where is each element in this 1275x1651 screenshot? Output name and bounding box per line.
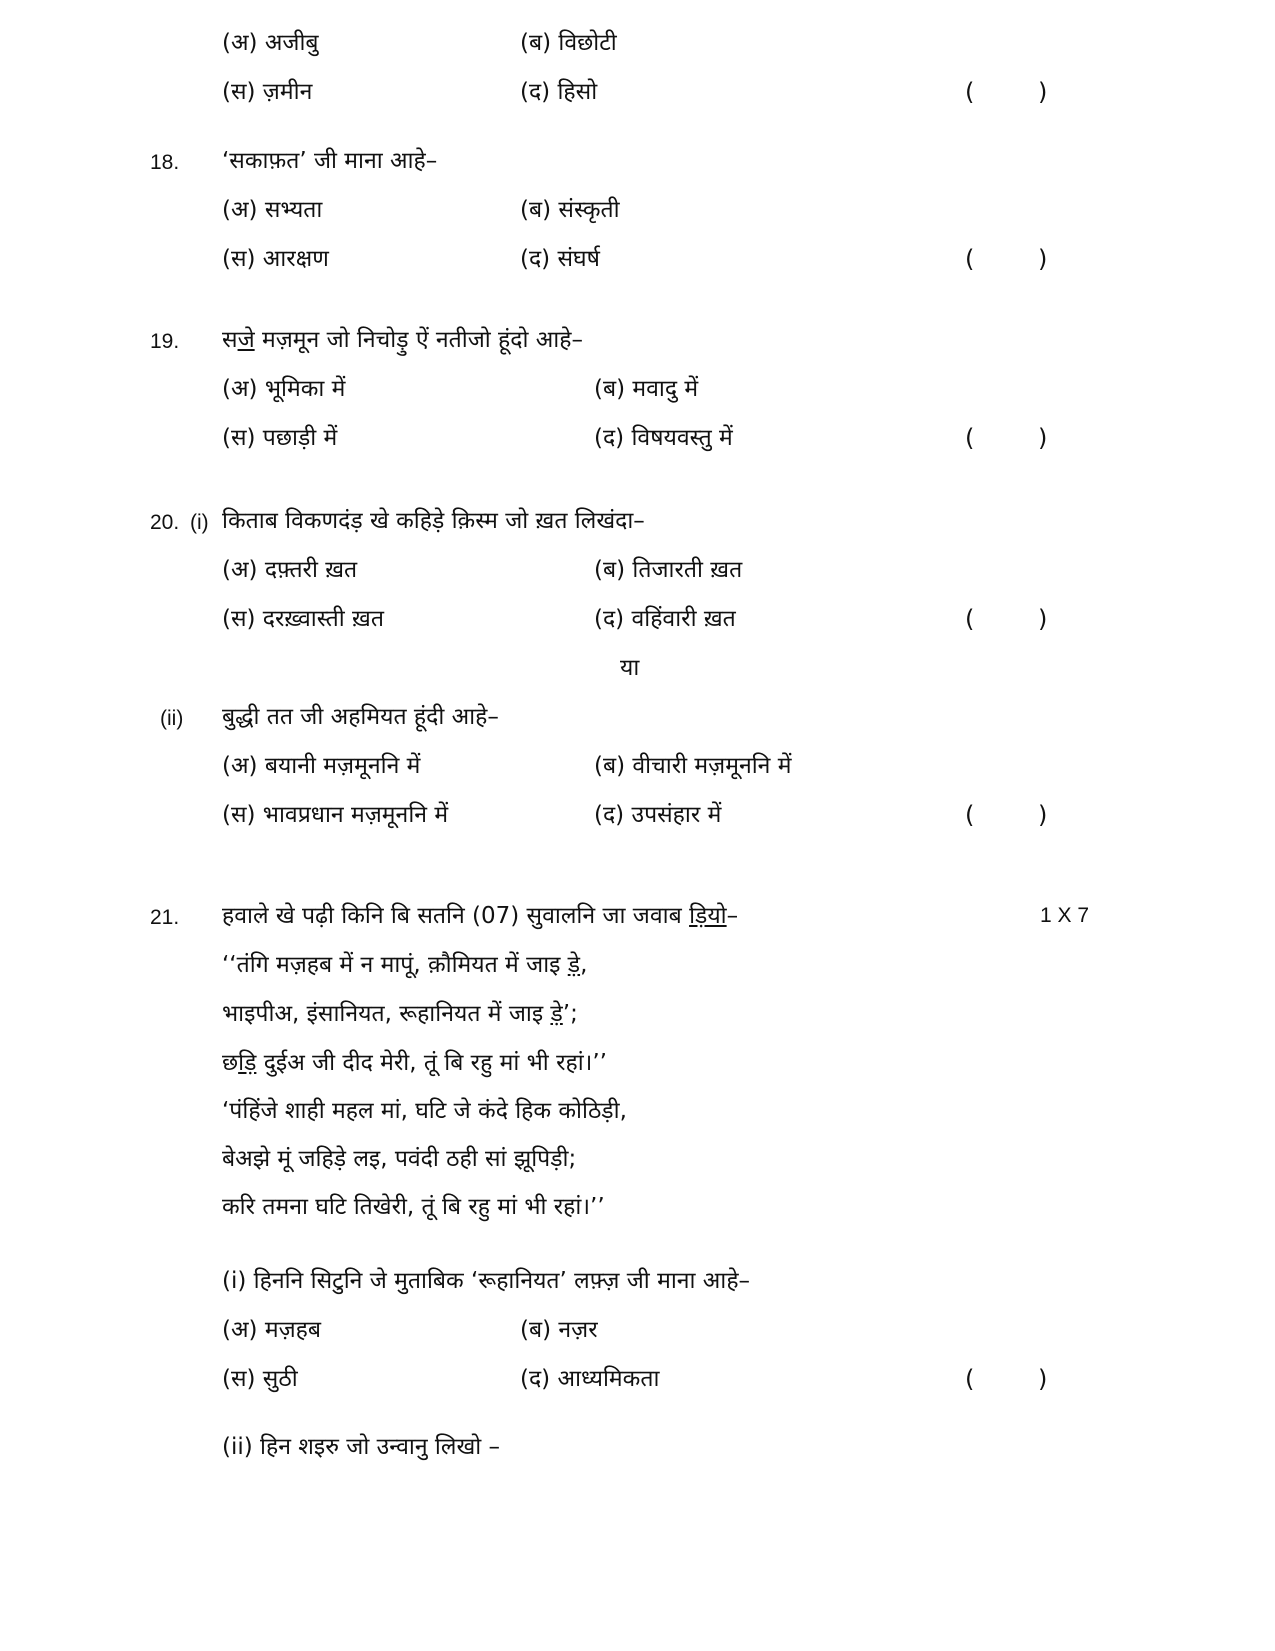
q20-ii-option-c: (स) भावप्रधान मज़मूननि में [222,802,449,828]
q19-option-b: (ब) मवादु में [594,376,699,402]
q17-option-d: (द) हिसो [520,79,598,105]
q20-sub-ii-marker: (ii) [160,707,184,730]
q21-number: 21. [150,906,180,929]
q20-option-b: (ब) तिजारती ख़त [594,557,743,583]
q20-option-d: (द) वहिंवारी ख़त [594,606,736,632]
q19-question: सजे मज़मून जो निचोड़ु ऐं नतीजो हूंदो आहे– [222,327,583,353]
q21-option-a: (अ) मज़हब [222,1317,321,1343]
q21-option-d: (द) आध्यमिकता [520,1366,660,1392]
q21-sub-question-ii: (ii) हिन शइरु जो उन्वानु लिखो – [222,1434,501,1460]
q21-poem-line-5: बेअझे मूं जहिड़े लइ, पवंदी ठही सां झूपिड़ी; [222,1146,577,1172]
q20-or-separator: या [620,655,640,681]
q18-answer-open: ( [965,245,975,273]
q18-option-d: (द) संघर्ष [520,246,600,272]
q21-sub-question-i: (i) हिननि सिटुनि जे मुताबिक ‘रूहानियत’ लफ़्ज़ जी माना आहे– [222,1268,751,1294]
q21-i-answer-close: ) [1038,1365,1048,1393]
q20-question-i: किताब विकणदंड़ खे कहिड़े क़िस्म जो ख़त लिखंदा– [222,508,645,534]
q19-answer-open: ( [965,424,975,452]
q20-sub-i-marker: (i) [190,511,209,534]
q20-i-answer-close: ) [1038,605,1048,633]
q18-number: 18. [150,151,180,174]
q20-ii-option-b: (ब) वीचारी मज़मूननि में [594,753,792,779]
q19-option-d: (द) विषयवस्तु में [594,425,733,451]
q17-answer-close: ) [1038,78,1048,106]
q19-option-c: (स) पछाड़ी में [222,425,338,451]
q21-poem-line-1: ‘‘तंगि मज़हब में न मापूं, क़ौमियत में जाइ ड़े, [222,952,588,978]
q17-option-a: (अ) अजीबु [222,30,319,56]
q20-option-a: (अ) दफ़्तरी ख़त [222,557,358,583]
q20-option-c: (स) दरख़्वास्ती ख़त [222,606,384,632]
q19-number: 19. [150,330,180,353]
q21-marks: 1 X 7 [1040,904,1090,927]
q18-question: ‘सकाफ़त’ जी माना आहे– [222,148,438,174]
q18-option-a: (अ) सभ्यता [222,197,323,223]
q20-ii-answer-open: ( [965,801,975,829]
q21-instruction: हवाले खे पढ़ी किनि बि सतनि (07) सुवालनि जा जवाब ड़ियो– [222,903,739,929]
q18-option-b: (ब) संस्कृती [520,197,620,223]
q20-ii-option-d: (द) उपसंहार में [594,802,722,828]
q20-i-answer-open: ( [965,605,975,633]
q21-poem-line-3: छड़ि दुईअ जी दीद मेरी, तूं बि रहु मां भी रहां।’’ [222,1050,607,1076]
q19-answer-close: ) [1038,424,1048,452]
q20-number: 20. [150,511,180,534]
q18-option-c: (स) आरक्षण [222,246,329,272]
q17-option-c: (स) ज़मीन [222,79,313,105]
q20-ii-answer-close: ) [1038,801,1048,829]
q21-poem-line-4: ‘पंहिंजे शाही महल मां, घटि जे कंदे हिक कोठिड़ी, [222,1098,627,1124]
q21-option-b: (ब) नज़र [520,1317,598,1343]
q20-ii-option-a: (अ) बयानी मज़मूननि में [222,753,421,779]
q18-answer-close: ) [1038,245,1048,273]
q17-answer-open: ( [965,78,975,106]
q21-poem-line-6: करि तमना घटि तिखेरी, तूं बि रहु मां भी रहां।’’ [222,1194,605,1220]
q17-option-b: (ब) विछोटी [520,30,617,56]
q21-i-answer-open: ( [965,1365,975,1393]
q20-question-ii: बुद्धी तत जी अहमियत हूंदी आहे– [222,704,499,730]
q21-poem-line-2: भाइपीअ, इंसानियत, रूहानियत में जाइ ड़े’; [222,1001,578,1027]
q19-option-a: (अ) भूमिका में [222,376,346,402]
q21-option-c: (स) सुठी [222,1366,298,1392]
